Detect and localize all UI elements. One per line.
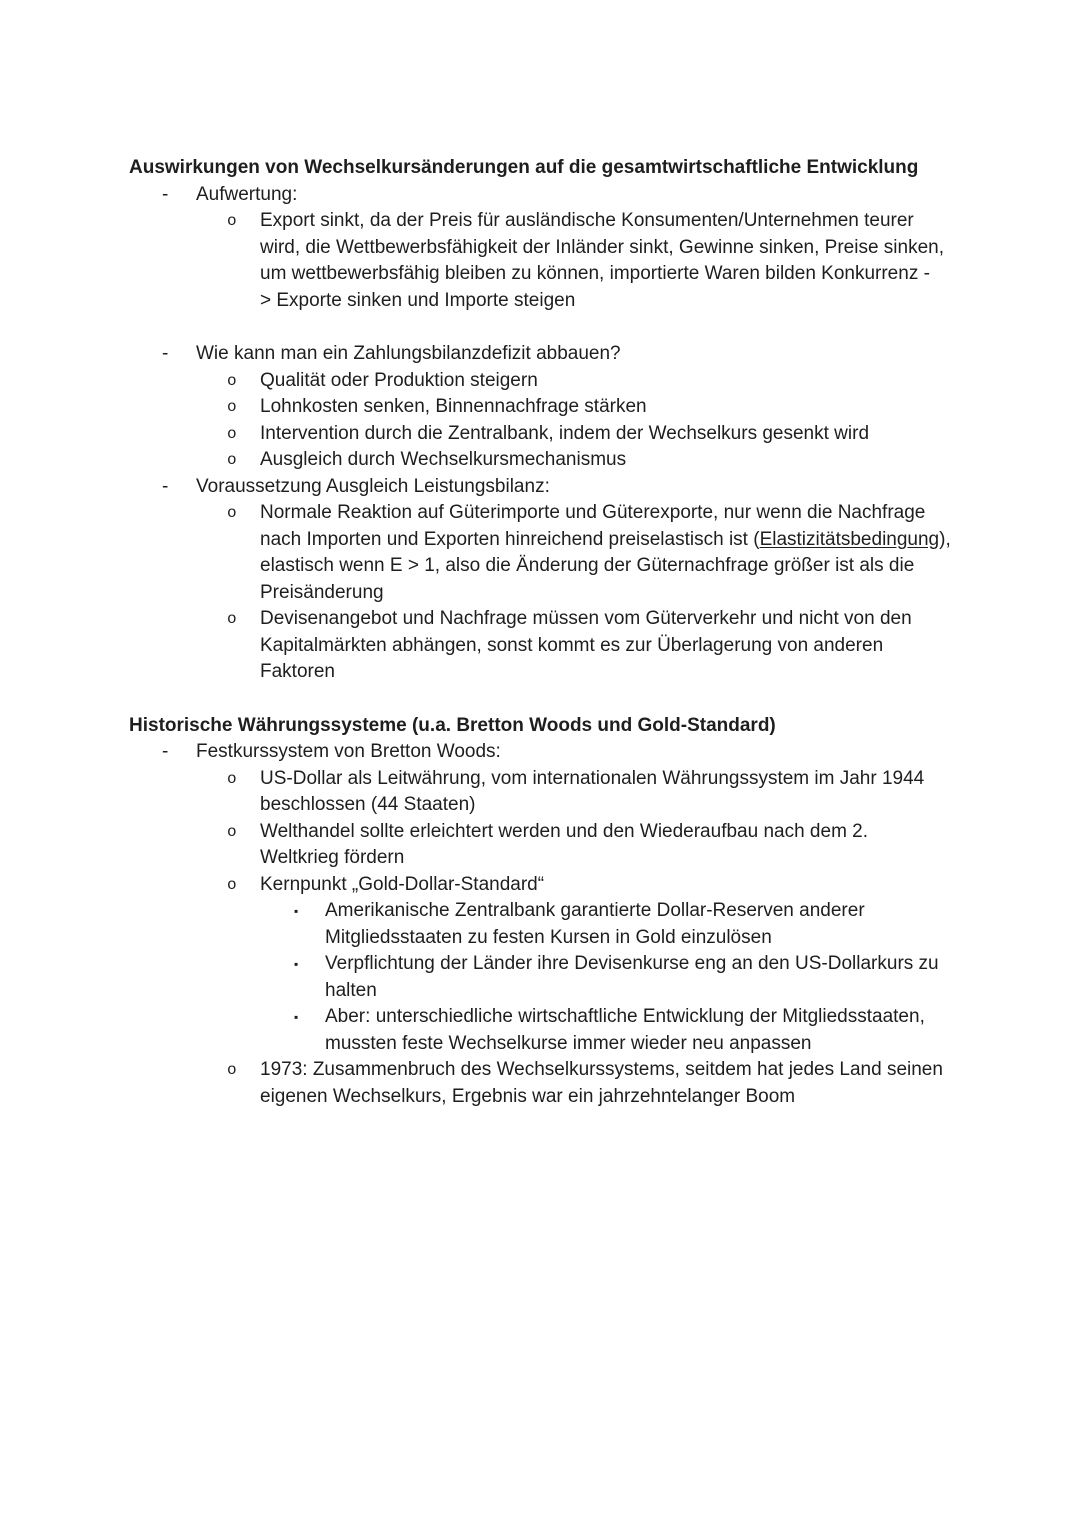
circle-bullet: o [227, 371, 237, 390]
list-item-text: Kernpunkt „Gold-Dollar-Standard“ [260, 873, 545, 895]
list-item-text: Aber: unterschiedliche wirtschaftliche Entwicklung der Mitgliedsstaaten, [325, 1006, 925, 1027]
list-item-text: Ausgleich durch Wechselkursmechanismus [260, 449, 627, 470]
list-item-text: Wie kann man ein Zahlungsbilanzdefizit abbauen? [196, 343, 621, 364]
list-item [0, 872, 1080, 899]
square-bullet: ▪ [294, 1010, 299, 1024]
dash-bullet: - [162, 741, 169, 762]
list-item-continuation [0, 633, 1080, 660]
list-item-text: nach Importen und Exporten hinreichend preiselastisch ist ( [260, 528, 760, 550]
list-item-continuation [0, 792, 1080, 819]
list-item-text: Mitgliedsstaaten zu festen Kursen in Gold einzulösen [325, 926, 772, 948]
square-bullet: ▪ [294, 904, 299, 918]
list-item-text: Export sinkt, da der Preis für ausländische Konsumenten/Unternehmen teurer [260, 210, 914, 231]
list-item [0, 739, 1080, 766]
list-item-text: elastisch wenn E > 1, also die Änderung der Güternachfrage größer ist als die [260, 555, 915, 576]
list-item-text: Qualität oder Produktion steigern [260, 369, 538, 391]
list-item-text: wird, die Wettbewerbsfähigkeit der Inländer sinkt, Gewinne sinken, Preise sinken, [260, 236, 944, 258]
list-item-text: Verpflichtung der Länder ihre Devisenkurse eng an den US-Dollarkurs zu [325, 953, 939, 974]
list-item-continuation [0, 235, 1080, 262]
list-item-text: um wettbewerbsfähig bleiben zu können, importierte Waren bilden Konkurrenz - [260, 263, 930, 284]
list-item [0, 1004, 1080, 1031]
list-item-text: 1973: Zusammenbruch des Wechselkurssystems, seitdem hat jedes Land seinen [260, 1059, 943, 1080]
list-item [0, 1057, 1080, 1084]
list-item-text: halten [325, 979, 377, 1001]
list-item [0, 898, 1080, 925]
circle-bullet: o [227, 610, 237, 628]
circle-bullet: o [227, 769, 237, 788]
list-item-continuation [0, 978, 1080, 1005]
circle-bullet: o [227, 424, 237, 443]
list-item-text: ), [939, 528, 951, 550]
list-item-text: Voraussetzung Ausgleich Leistungsbilanz: [196, 475, 550, 497]
dash-bullet: - [162, 343, 169, 364]
list-item [0, 182, 1080, 209]
list-item [0, 819, 1080, 846]
list-item-text: Aufwertung: [196, 183, 298, 205]
list-item-text: beschlossen (44 Staaten) [260, 794, 476, 815]
list-item [0, 766, 1080, 793]
list-item [0, 341, 1080, 368]
list-item [0, 368, 1080, 395]
circle-bullet: o [227, 451, 237, 469]
dash-bullet: - [162, 475, 169, 497]
underlined-term: Elastizitätsbedingung [759, 528, 940, 550]
list-item [0, 421, 1080, 448]
list-item-continuation [0, 659, 1080, 686]
section-heading: Historische Währungssysteme (u.a. Bretton Woods und Gold-Standard) [129, 714, 776, 736]
section-heading: Auswirkungen von Wechselkursänderungen auf die gesamtwirtschaftliche Entwicklung [129, 157, 919, 178]
list-item-text: Lohnkosten senken, Binnennachfrage stärken [260, 396, 647, 417]
list-item-text: Normale Reaktion auf Güterimporte und Güterexporte, nur wenn die Nachfrage [260, 502, 926, 523]
list-item-text: Welthandel sollte erleichtert werden und den Wiederaufbau nach dem 2. [260, 820, 869, 842]
list-item-text: US-Dollar als Leitwährung, vom internationalen Währungssystem im Jahr 1944 [260, 767, 925, 789]
blank-line [0, 314, 1080, 341]
list-item-text: Festkurssystem von Bretton Woods: [196, 741, 501, 762]
dash-bullet: - [162, 183, 169, 205]
circle-bullet: o [227, 398, 237, 416]
circle-bullet: o [227, 504, 237, 522]
list-item-text: eigenen Wechselkurs, Ergebnis war ein jahrzehntelanger Boom [260, 1085, 796, 1107]
list-item [0, 606, 1080, 633]
list-item-text: Preisänderung [260, 581, 384, 603]
list-item [0, 208, 1080, 235]
list-item-text: > Exporte sinken und Importe steigen [260, 289, 576, 311]
list-item-text: mussten feste Wechselkurse immer wieder neu anpassen [325, 1032, 812, 1054]
list-item [0, 474, 1080, 501]
list-item-text: Weltkrieg fördern [260, 847, 405, 868]
list-item-text: Intervention durch die Zentralbank, indem der Wechselkurs gesenkt wird [260, 422, 870, 444]
list-item-continuation [0, 1084, 1080, 1111]
circle-bullet: o [227, 875, 237, 894]
list-item-text: Faktoren [260, 661, 335, 682]
circle-bullet: o [227, 1061, 237, 1079]
list-item-continuation [0, 553, 1080, 580]
list-item [0, 500, 1080, 527]
list-item-text: Devisenangebot und Nachfrage müssen vom Güterverkehr und nicht von den [260, 608, 912, 629]
list-item [0, 951, 1080, 978]
circle-bullet: o [227, 822, 237, 841]
list-item-text: Amerikanische Zentralbank garantierte Dollar-Reserven anderer [325, 900, 865, 921]
list-item [0, 447, 1080, 474]
circle-bullet: o [227, 212, 237, 230]
list-item-continuation [0, 925, 1080, 952]
list-item [0, 394, 1080, 421]
square-bullet: ▪ [294, 957, 299, 971]
list-item-continuation [0, 527, 1080, 554]
list-item-continuation [0, 288, 1080, 315]
list-item-continuation [0, 261, 1080, 288]
list-item-continuation [0, 845, 1080, 872]
list-item-continuation [0, 1031, 1080, 1058]
section-historic-currency-systems [0, 713, 1080, 1111]
list-item-continuation [0, 580, 1080, 607]
list-item-text: Kapitalmärkten abhängen, sonst kommt es zur Überlagerung von anderen [260, 634, 884, 656]
section-exchange-rate-effects [0, 155, 1080, 686]
